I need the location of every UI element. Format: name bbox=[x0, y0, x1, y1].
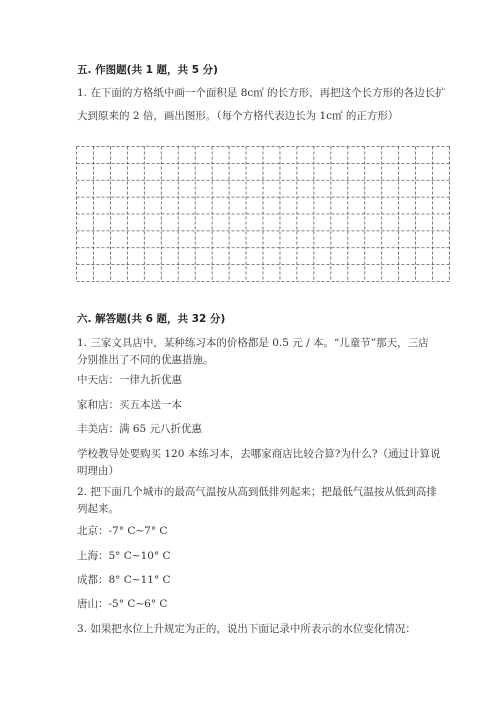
section-6-question-1-ask-line-1: 学校教导处要购买 120 本练习本，去哪家商店比较合算?为什么?（通过计算说 bbox=[77, 448, 441, 460]
section-5-question-1-line-1: 1. 在下面的方格纸中画一个面积是 8c㎡ 的长方形，再把这个长方形的各边长扩 bbox=[77, 87, 446, 99]
section-6-question-1-ask-line-2: 明理由） bbox=[77, 465, 119, 477]
section-6-question-2-line-2: 列起来。 bbox=[77, 503, 119, 515]
store-fengmei: 丰美店：满 65 元八折优惠 bbox=[77, 423, 203, 435]
store-jiahe: 家和店：买五本送一本 bbox=[77, 399, 182, 411]
section-6-question-1-line-2: 分别推出了不同的优惠措施。 bbox=[77, 354, 214, 366]
section-5-title: 五. 作图题(共 1 题，共 5 分) bbox=[77, 64, 218, 76]
city-chengdu: 成都：8° C~11° C bbox=[77, 574, 171, 586]
city-tangshan: 唐山：-5° C~6° C bbox=[77, 598, 168, 610]
city-shanghai: 上海：5° C~10° C bbox=[77, 550, 171, 562]
section-5-question-1-line-2: 大到原来的 2 倍，画出图形。（每个方格代表边长为 1c㎡ 的正方形） bbox=[77, 110, 399, 122]
grid-paper bbox=[76, 146, 450, 282]
store-zhongtian: 中天店：一律九折优惠 bbox=[77, 374, 182, 386]
city-beijing: 北京：-7° C~7° C bbox=[77, 525, 168, 537]
section-6-question-1-line-1: 1. 三家文具店中，某种练习本的价格都是 0.5 元 / 本。“儿童节”那天，三店 bbox=[77, 337, 429, 349]
section-6-question-3-line-1: 3. 如果把水位上升规定为正的，说出下面记录中所表示的水位变化情况： bbox=[77, 623, 416, 635]
section-6-title: 六. 解答题(共 6 题，共 32 分) bbox=[77, 313, 226, 325]
section-6-question-2-line-1: 2. 把下面几个城市的最高气温按从高到低排列起来；把最低气温按从低到高排 bbox=[77, 486, 437, 498]
